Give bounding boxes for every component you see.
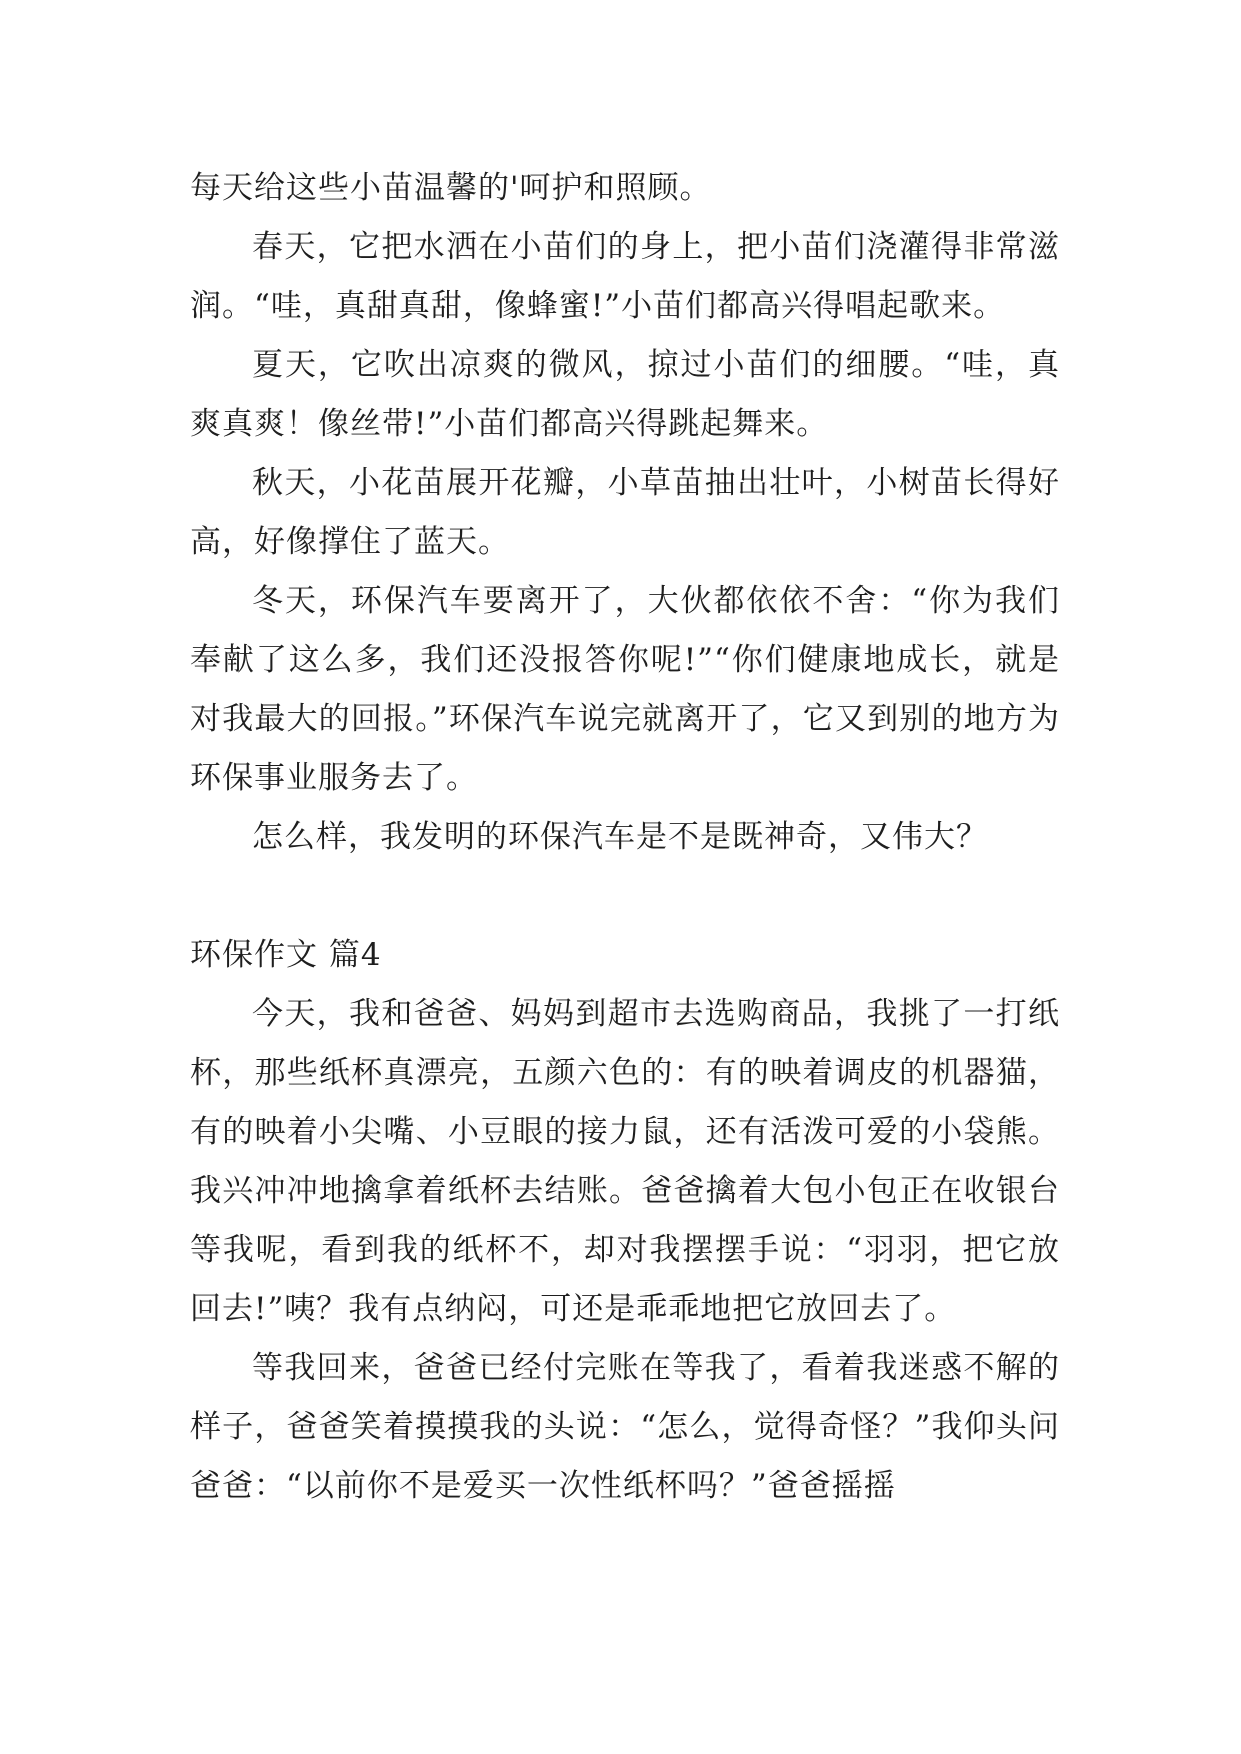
paragraph-supermarket: 今天，我和爸爸、妈妈到超市去选购商品，我挑了一打纸杯，那些纸杯真漂亮，五颜六色的：有的映着调皮的机器猫，有的映着小尖嘴、小豆眼的接力鼠，还有活泼可爱的小袋熊。我兴冲冲地擒拿着纸杯去结账。爸爸擒着大包小包正在收银台等我呢，看到我的纸杯不，却对我摆摆手说：“羽羽，把它放回去!”咦？我有点纳闷，可还是乖乖地把它放回去了。 <box>190 996 1060 1327</box>
paragraph-continued: 每天给这些小苗温馨的'呵护和照顾。 <box>190 170 712 206</box>
section-gap <box>190 867 1060 926</box>
section-title: 环保作文 篇4 <box>190 937 382 973</box>
paragraph-autumn: 秋天，小花苗展开花瓣，小草苗抽出壮叶，小树苗长得好高，好像撑住了蓝天。 <box>190 465 1060 560</box>
paragraph-return: 等我回来，爸爸已经付完账在等我了，看着我迷惑不解的样子，爸爸笑着摸摸我的头说：“怎么，觉得奇怪？”我仰头问爸爸：“以前你不是爱买一次性纸杯吗？”爸爸摇摇 <box>190 1350 1060 1504</box>
paragraph-winter: 冬天，环保汽车要离开了，大伙都依依不舍：“你为我们奉献了这么多，我们还没报答你呢!”“你们健康地成长，就是对我最大的回报。”环保汽车说完就离开了，它又到别的地方为环保事业服务去了。 <box>190 583 1060 796</box>
document-body <box>190 159 1060 1516</box>
paragraph-summer: 夏天，它吹出凉爽的微风，掠过小苗们的细腰。“哇，真爽真爽！像丝带!”小苗们都高兴得跳起舞来。 <box>190 347 1060 442</box>
paragraph-conclusion: 怎么样，我发明的环保汽车是不是既神奇，又伟大？ <box>252 819 988 855</box>
paragraph-spring: 春天，它把水洒在小苗们的身上，把小苗们浇灌得非常滋润。“哇，真甜真甜，像蜂蜜!”小苗们都高兴得唱起歌来。 <box>190 229 1060 324</box>
